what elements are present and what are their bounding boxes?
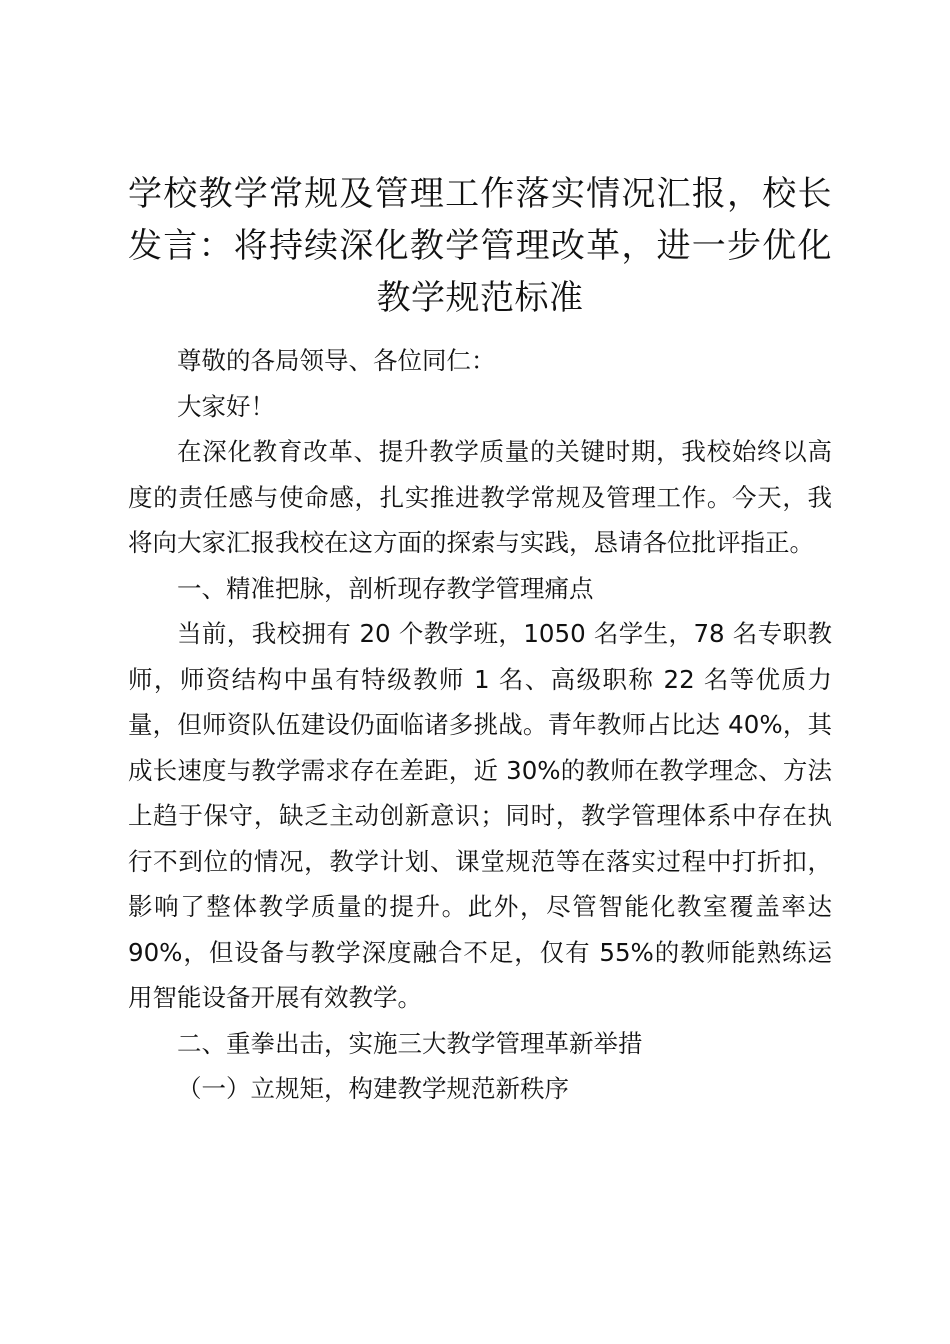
- intro-paragraph: 在深化教育改革、提升教学质量的关键时期，我校始终以高度的责任感与使命感，扎实推进教学常规及管理工作。今天，我将向大家汇报我校在这方面的探索与实践，恳请各位批评指正。: [128, 437, 832, 557]
- section-1-paragraph: 当前，我校拥有 20 个教学班，1050 名学生，78 名专职教师，师资结构中虽有特级教师 1 名、高级职称 22 名等优质力量，但师资队伍建设仍面临诸多挑战。青年教师占比达 40%，其成长速度与教学需求存在差距，近 30%的教师在教学理念、方法上趋于保守，缺乏主动创新意识；同时，教学管理体系中存在执行不到位的情况，教学计划、课堂规范等在落实过程中打折扣，影响了整体教学质量的提升。此外，尽管智能化教室覆盖率达 90%，但设备与教学深度融合不足，仅有 55%的教师能熟练运用智能设备开展有效教学。: [128, 619, 832, 1012]
- document-body: [128, 338, 832, 1112]
- section-heading-2: 二、重拳出击，实施三大教学管理革新举措: [177, 1028, 643, 1058]
- section-heading-1: 一、精准把脉，剖析现存教学管理痛点: [177, 573, 594, 603]
- salutation: 尊敬的各局领导、各位同仁：: [177, 346, 496, 375]
- subsection-heading-1: （一）立规矩，构建教学规范新秩序: [177, 1074, 569, 1103]
- document-title: 学校教学常规及管理工作落实情况汇报，校长发言：将持续深化教学管理改革，进一步优化教学规范标准: [128, 174, 832, 318]
- greeting: 大家好！: [177, 391, 275, 421]
